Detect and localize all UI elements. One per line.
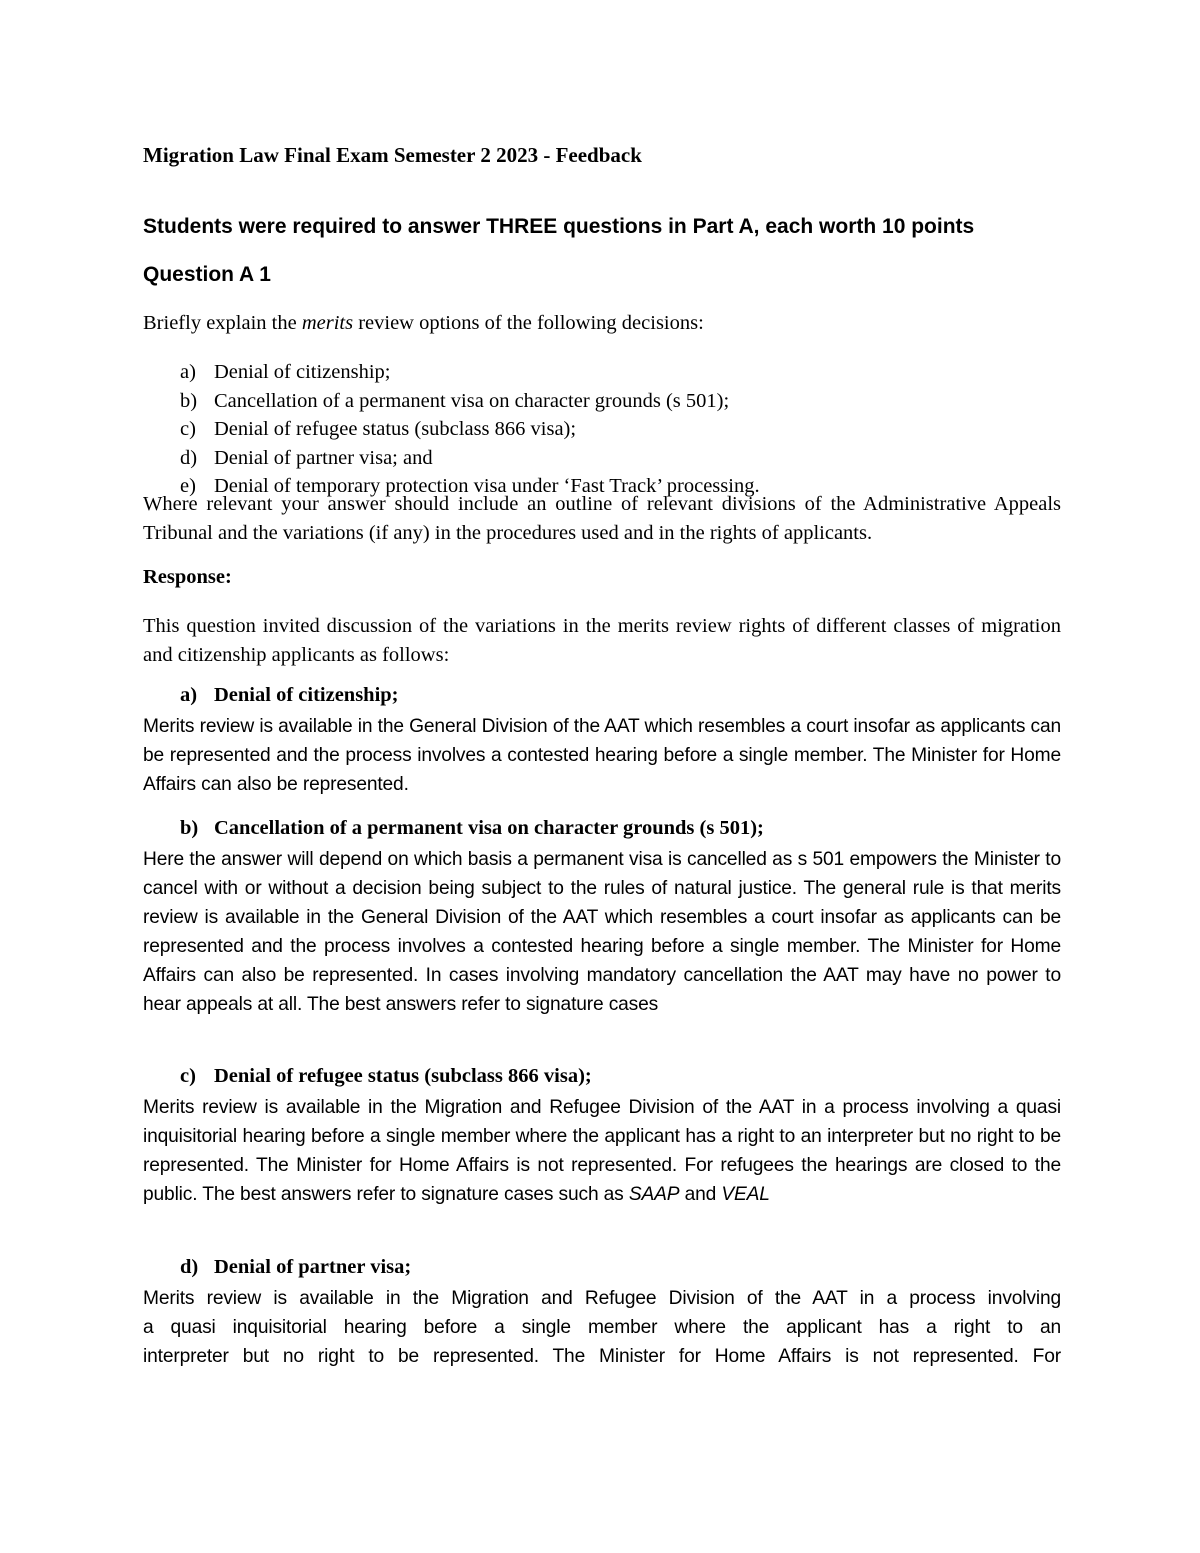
document-title: Migration Law Final Exam Semester 2 2023 - Feedback xyxy=(143,143,642,167)
section-c-body: Merits review is available in the Migration and Refugee Division of the AAT in a process involving a quasi inquisitorial hearing before a single member where the applicant has a right to an interpreter but no right to be represented. The Minister for Home Affairs is not represented. For refugees the hearings are closed to the public. The best answers refer to signature cases such as SAAP and VEAL xyxy=(143,1097,1061,1205)
merits-emphasis: merits xyxy=(301,312,354,334)
section-d-heading: d) Denial of partner visa; xyxy=(180,1256,412,1278)
response-label: Response: xyxy=(143,566,232,588)
question-list xyxy=(180,358,760,501)
section-a-body: Merits review is available in the General Division of the AAT which resembles a court insofar as applicants can be represented and the process involves a contested hearing before a single member. The Minister for Home Affairs can also be represented. xyxy=(143,716,1061,795)
list-item: e) Denial of temporary protection visa under ‘Fast Track’ processing. xyxy=(180,475,760,497)
list-item: a) Denial of citizenship; xyxy=(180,361,391,383)
section-d-line: Merits review is available in the Migration and Refugee Division of the AAT in a process involving xyxy=(143,1288,1061,1309)
section-d-line: interpreter but no right to be represented. The Minister for Home Affairs is not represented. For xyxy=(143,1346,1061,1367)
list-item: c) Denial of refugee status (subclass 866 visa); xyxy=(180,418,577,440)
section-d-line: a quasi inquisitorial hearing before a single member where the applicant has a right to an xyxy=(143,1317,1061,1338)
case-name-saap: SAAP xyxy=(628,1184,680,1205)
part-a-instruction: Students were required to answer THREE questions in Part A, each worth 10 points xyxy=(143,215,975,238)
question-heading: Question A 1 xyxy=(143,263,271,286)
response-intro: This question invited discussion of the variations in the merits review rights of different classes of migration and citizenship applicants as follows: xyxy=(143,615,1061,666)
section-b-body: Here the answer will depend on which basis a permanent visa is cancelled as s 501 empowers the Minister to cancel with or without a decision being subject to the rules of natural justice. The general rule is that merits review is available in the General Division of the AAT which resembles a court insofar as applicants can be represented and the process involves a contested hearing before a single member. The Minister for Home Affairs can also be represented. In cases involving mandatory cancellation the AAT may have no power to hear appeals at all. The best answers refer to signature cases xyxy=(143,849,1061,1015)
section-b-heading: b) Cancellation of a permanent visa on character grounds (s 501); xyxy=(180,817,764,839)
section-a-heading: a) Denial of citizenship; xyxy=(180,684,399,706)
question-prompt: Briefly explain the merits review options of the following decisions: xyxy=(143,312,704,334)
section-c-heading: c) Denial of refugee status (subclass 866 visa); xyxy=(180,1065,592,1087)
list-item: d) Denial of partner visa; and xyxy=(180,446,433,469)
list-item: b) Cancellation of a permanent visa on character grounds (s 501); xyxy=(180,389,730,412)
where-relevant-paragraph: Where relevant your answer should include an outline of relevant divisions of the Administrative Appeals Tribunal and the variations (if any) in the procedures used and in the rights of applicants. xyxy=(143,493,1061,544)
section-d-body xyxy=(143,1284,1061,1371)
case-name-veal: VEAL xyxy=(721,1184,770,1205)
